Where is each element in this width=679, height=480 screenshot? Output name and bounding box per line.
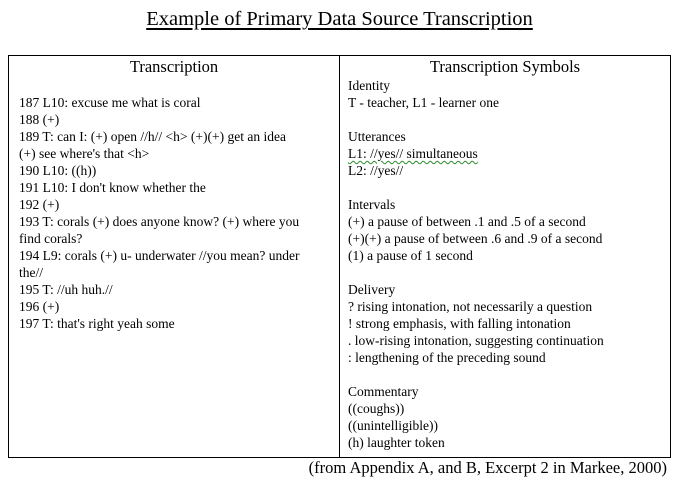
delivery-rising: ? rising intonation, not necessarily a question [348, 299, 593, 314]
transcription-line: 187 L10: excuse me what is coral [19, 95, 201, 110]
interval-one-second: (1) a pause of 1 second [348, 248, 473, 263]
transcription-line: 197 T: that's right yeah some [19, 316, 175, 331]
delivery-lengthening: : lengthening of the preceding sound [348, 350, 546, 365]
commentary-laughter: (h) laughter token [348, 435, 445, 450]
delivery-low-rising: . low-rising intonation, suggesting continuation [348, 333, 604, 348]
identity-text: T - teacher, L1 - learner one [348, 95, 499, 110]
interval-short-pause: (+) a pause of between .1 and .5 of a second [348, 214, 586, 229]
source-citation: (from Appendix A, and B, Excerpt 2 in Markee, 2000) [308, 458, 667, 477]
utterance-l2: L2: //yes// [348, 163, 404, 178]
document-title: Example of Primary Data Source Transcription [146, 8, 533, 30]
transcription-line: 192 (+) [19, 197, 60, 212]
utterances-heading: Utterances [348, 129, 406, 144]
transcription-line: 196 (+) [19, 299, 60, 314]
transcription-line: 193 T: corals (+) does anyone know? (+) where you [19, 214, 300, 229]
transcription-header: Transcription [129, 57, 219, 76]
interval-long-pause: (+)(+) a pause of between .6 and .9 of a second [348, 231, 603, 246]
symbols-header: Transcription Symbols [429, 57, 581, 76]
commentary-heading: Commentary [348, 384, 419, 399]
delivery-heading: Delivery [348, 282, 396, 297]
commentary-unintelligible: ((unintelligible)) [348, 418, 438, 433]
transcription-line: 188 (+) [19, 112, 60, 127]
transcription-line: the// [19, 265, 43, 280]
transcription-line: (+) see where's that <h> [19, 146, 150, 161]
transcription-table [8, 55, 671, 458]
identity-heading: Identity [348, 78, 390, 93]
utterance-l1: L1: //yes// simultaneous [348, 146, 478, 161]
commentary-coughs: ((coughs)) [348, 401, 405, 416]
delivery-emphasis: ! strong emphasis, with falling intonation [348, 316, 571, 331]
transcription-line: 195 T: //uh huh.// [19, 282, 113, 297]
transcription-line: 191 L10: I don't know whether the [19, 180, 206, 195]
intervals-heading: Intervals [348, 197, 396, 212]
transcription-line: 190 L10: ((h)) [19, 163, 97, 178]
column-divider [339, 56, 340, 457]
transcription-line: 189 T: can I: (+) open //h// <h> (+)(+) get an idea [19, 129, 286, 144]
transcription-line: 194 L9: corals (+) u- underwater //you mean? under [19, 248, 300, 263]
transcription-line: find corals? [19, 231, 83, 246]
